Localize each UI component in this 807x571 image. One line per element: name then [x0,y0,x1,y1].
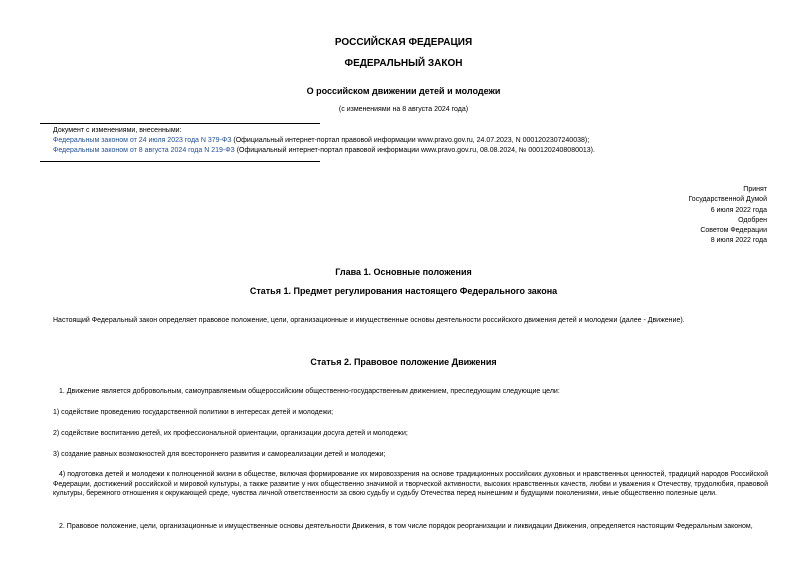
adoption-line: 6 июля 2022 года [710,207,767,214]
article2-item: 1) содействие проведению государственной политики в интересах детей и молодежи; [53,409,334,416]
article1-title: Статья 1. Предмет регулирования настоящего Федерального закона [249,286,558,296]
adoption-line: Советом Федерации [700,227,767,234]
amendment-text: (Официальный интернет-портал правовой информации www.pravo.gov.ru, 08.08.2024, № 0001202408080013). [234,147,595,154]
article1-text: Настоящий Федеральный закон определяет правовое положение, цели, организационные и имущественные основы деятельности российского движения детей и молодежи (далее - Движение). [53,317,685,324]
article2-item: 3) создание равных возможностей для всестороннего развития и самореализации детей и молодежи; [53,451,386,458]
bottom-rule [40,161,320,162]
article2-item: 2) содействие воспитанию детей, их профессиональной ориентации, организации досуга детей и молодежи; [53,430,408,437]
amendment-text: (Официальный интернет-портал правовой информации www.pravo.gov.ru, 24.07.2023, N 0001202307240038); [231,137,590,144]
article2-paragraph: 1. Движение является добровольным, самоуправляемым общероссийским общественно-государственным движением, преследующим следующие цели: [59,388,560,395]
law-title: О российском движении детей и молодежи [306,86,501,96]
top-rule [40,123,320,124]
amended-note: (с изменениями на 8 августа 2024 года) [338,106,469,113]
article2-title: Статья 2. Правовое положение Движения [310,357,497,367]
article2-item: 4) подготовка детей и молодежи к полноценной жизни в обществе, включая формирование их мировоззрения на основе традиционных российских духовных и нравственных ценностей, традиций народов Российской Федерации, достижений российской и мировой культуры, а также развитие у них общественно значимой и творческой активности, высоких нравственных качеств, любви и уважения к Отечеству, трудолюбия, правовой культуры, бережного отношения к окружающей среде, чувства личной ответственности за свою судьбу и судьбу Отечества перед нынешним и будущими поколениями, иные общественно полезные цели. [53,471,768,497]
amendments-intro: Документ с изменениями, внесенными: [53,127,182,134]
amendment-link[interactable]: Федеральным законом от 24 июля 2023 года N 379-ФЗ [53,137,232,144]
amendment-link[interactable]: Федеральным законом от 8 августа 2024 года N 219-ФЗ [53,147,235,154]
adoption-line: Принят [743,186,767,193]
adoption-line: Одобрен [738,217,767,224]
adoption-line: 8 июля 2022 года [710,237,767,244]
adoption-line: Государственной Думой [688,196,767,203]
law-type-heading: ФЕДЕРАЛЬНЫЙ ЗАКОН [344,58,463,69]
chapter-title: Глава 1. Основные положения [335,267,472,277]
country-heading: РОССИЙСКАЯ ФЕДЕРАЦИЯ [334,37,473,48]
article2-paragraph: 2. Правовое положение, цели, организационные и имущественные основы деятельности Движения, в том числе порядок реорганизации и ликвидации Движения, определяется настоящим Федеральным законом, [59,523,753,530]
amendment-item [53,137,589,144]
amendment-item [53,147,595,154]
